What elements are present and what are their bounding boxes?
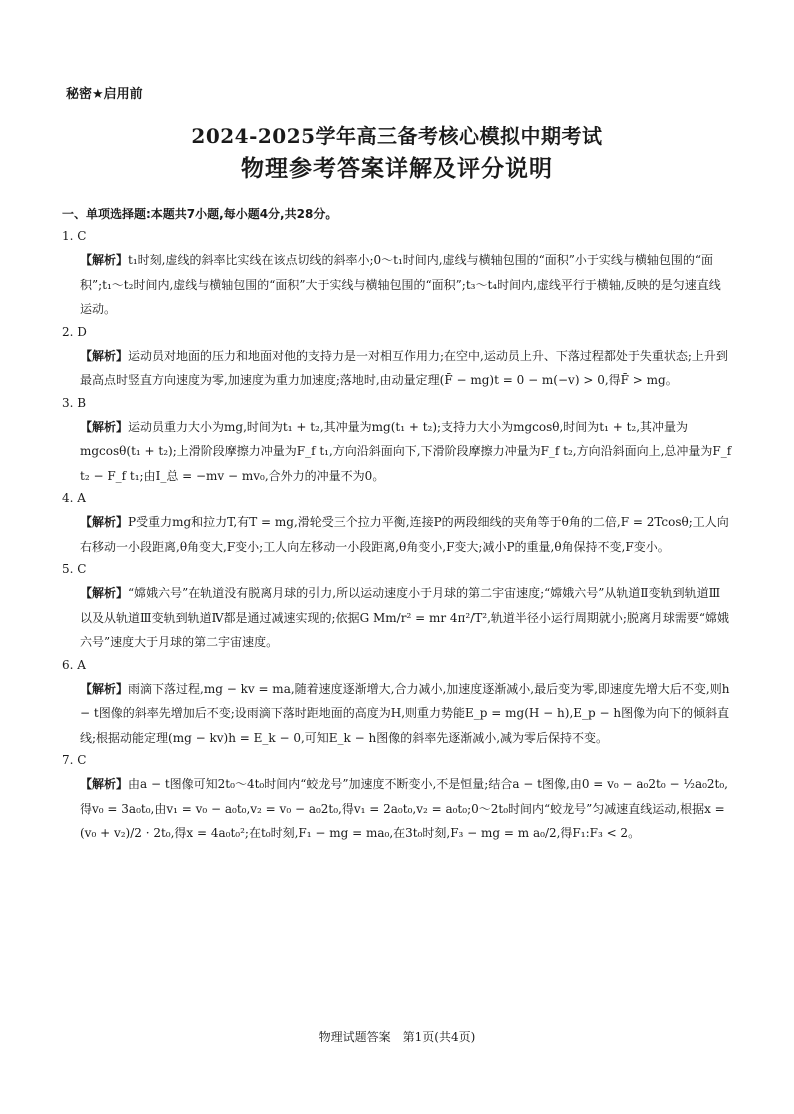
question-1: [62, 226, 732, 322]
answer-number: 4. A: [62, 491, 86, 505]
answer-explanation: [80, 772, 732, 846]
answer-explanation: [80, 415, 732, 489]
explanation-text: 由a − t图像可知2t₀～4t₀时间内“蛟龙号”加速度不断变小,不是恒量;结合a − t图像,由0 = v₀ − a₀2t₀ − ½a₀2t₀,得v₀ = 3a₀t₀,由v₁ = v₀ − a₀t₀,v₂ = v₀ − a₀2t₀,得v₁ = 2a₀t₀,v₂ = a₀t₀;0～2t₀时间内“蛟龙号”匀减速直线运动,根据x = (v₀ + v₂)/2 · 2t₀,得x = 4a₀t₀²;在t₀时刻,F₁ − mg = ma₀,在3t₀时刻,F₃ − mg = m a₀/2,得F₁:F₃ < 2。: [80, 777, 729, 840]
answer-explanation: [80, 581, 732, 655]
page-footer: 物理试题答案 第1页(共4页): [318, 1030, 476, 1044]
answer-explanation: [80, 677, 732, 751]
answer-number: 2. D: [62, 324, 87, 339]
analysis-tag: 【解析】: [80, 348, 129, 363]
document-title: 物理参考答案详解及评分说明: [241, 155, 553, 182]
answer-explanation: [80, 248, 732, 322]
question-3: [62, 393, 732, 489]
explanation-text: 运动员对地面的压力和地面对他的支持力是一对相互作用力;在空中,运动员上升、下落过程都处于失重状态;上升到最高点时竖直方向速度为零,加速度为重力加速度;落地时,由动量定理(F̄ − mg)t = 0 − m(−v) > 0,得F̄ > mg。: [80, 348, 728, 387]
confidential-label: 秘密★启用前: [66, 87, 143, 102]
question-4: [62, 488, 732, 559]
question-2: [62, 322, 732, 393]
answer-number: 7. C: [62, 753, 87, 767]
explanation-text: 雨滴下落过程,mg − kv = ma,随着速度逐渐增大,合力减小,加速度逐渐减小,最后变为零,即速度先增大后不变,则h − t图像的斜率先增加后不变;设雨滴下落时距地面的高度为H,则重力势能E_p = mg(H − h),E_p − h图像为向下的倾斜直线;根据动能定理(mg − kv)h = E_k − 0,可知E_k − h图像的斜率先逐渐减小,减为零后保持不变。: [80, 681, 730, 745]
analysis-tag: 【解析】: [80, 586, 129, 600]
analysis-tag: 【解析】: [80, 253, 129, 267]
question-6: [62, 655, 732, 751]
analysis-tag: 【解析】: [80, 681, 129, 696]
answer-number: 3. B: [62, 395, 87, 410]
answer-number: 5. C: [62, 562, 87, 576]
answers-list: [62, 226, 732, 846]
analysis-tag: 【解析】: [80, 515, 129, 529]
explanation-text: P受重力mg和拉力T,有T = mg,滑轮受三个拉力平衡,连接P的两段细线的夹角等于θ角的二倍,F = 2Tcosθ;工人向右移动一小段距离,θ角变大,F变小;工人向左移动一小段距离,θ角变小,F变大;减小P的重量,θ角保持不变,F变小。: [80, 515, 729, 554]
explanation-text: 运动员重力大小为mg,时间为t₁ + t₂,其冲量为mg(t₁ + t₂);支持力大小为mgcosθ,时间为t₁ + t₂,其冲量为mgcosθ(t₁ + t₂);上滑阶段摩擦力冲量为F_f t₁,方向沿斜面向下,下滑阶段摩擦力冲量为F_f t₂,方向沿斜面向上,总冲量为F_f t₂ − F_f t₁;由I_总 = −mv − mv₀,合外力的冲量不为0。: [80, 419, 732, 483]
explanation-text: “嫦娥六号”在轨道没有脱离月球的引力,所以运动速度小于月球的第二宇宙速度;“嫦娥六号”从轨道Ⅱ变轨到轨道Ⅲ以及从轨道Ⅲ变轨到轨道Ⅳ都是通过减速实现的;依据G Mm/r² = mr 4π²/T²,轨道半径小运行周期就小;脱离月球需要“嫦娥六号”速度大于月球的第二宇宙速度。: [80, 586, 730, 649]
answer-number: 6. A: [62, 657, 86, 672]
analysis-tag: 【解析】: [80, 419, 129, 434]
answer-explanation: [80, 344, 732, 393]
question-5: [62, 559, 732, 655]
explanation-text: t₁时刻,虚线的斜率比实线在该点切线的斜率小;0～t₁时间内,虚线与横轴包围的“面积”小于实线与横轴包围的“面积”;t₁～t₂时间内,虚线与横轴包围的“面积”大于实线与横轴包围的“面积”;t₃～t₄时间内,虚线平行于横轴,反映的是匀速直线运动。: [80, 253, 721, 316]
analysis-tag: 【解析】: [80, 777, 129, 791]
answer-explanation: [80, 510, 732, 559]
answer-number: 1. C: [62, 229, 87, 243]
section-heading: 一、单项选择题:本题共7小题,每小题4分,共28分。: [62, 207, 338, 221]
exam-title: 2024-2025学年高三备考核心模拟中期考试: [191, 124, 603, 148]
question-7: [62, 750, 732, 846]
